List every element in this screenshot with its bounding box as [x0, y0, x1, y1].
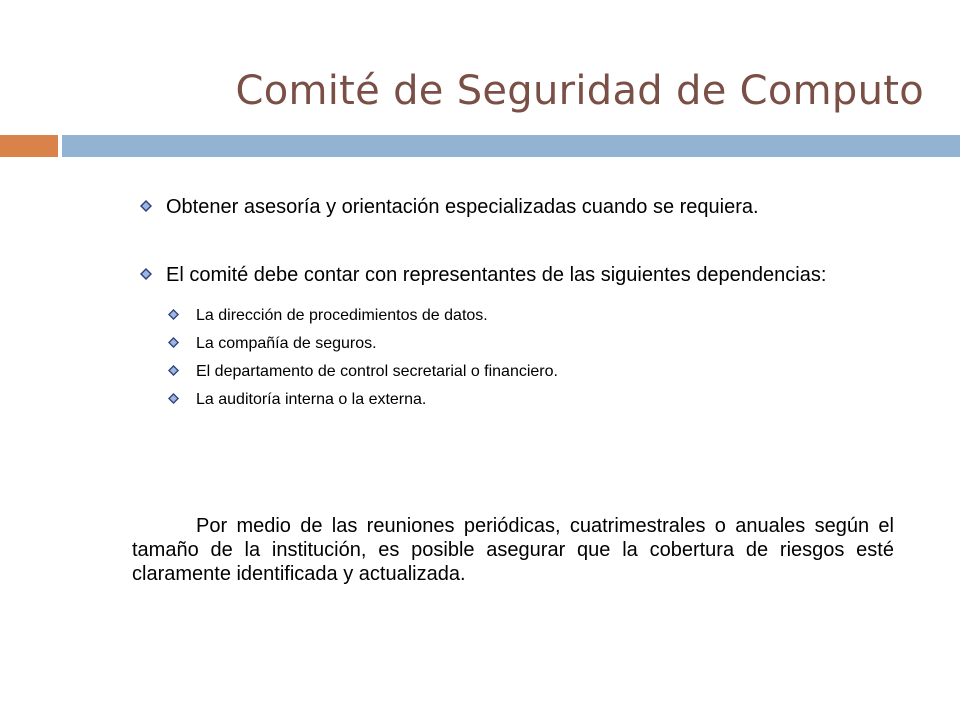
- sub-bullet-text: La dirección de procedimientos de datos.: [196, 307, 488, 324]
- sub-bullet-item: [168, 306, 894, 326]
- sub-bullet-item: [168, 362, 894, 382]
- sub-bullet-item: [168, 390, 894, 410]
- diamond-bullet-icon: [168, 393, 179, 404]
- bullet-text: Obtener asesoría y orientación especializadas cuando se requiera.: [166, 196, 759, 218]
- closing-paragraph: Por medio de las reuniones periódicas, cuatrimestrales o anuales según el tamaño de la institución, es posible asegurar que la cobertura de riesgos esté claramente identificada y actualizada.: [132, 515, 894, 585]
- slide-content: [140, 196, 894, 418]
- sub-bullet-text: La compañía de seguros.: [196, 335, 377, 352]
- title-underline-bar: [62, 135, 960, 157]
- sub-bullet-text: La auditoría interna o la externa.: [196, 391, 427, 408]
- diamond-bullet-icon: [140, 268, 152, 280]
- diamond-bullet-icon: [140, 200, 152, 212]
- title-accent-bar: [0, 135, 58, 157]
- sub-bullet-item: [168, 334, 894, 354]
- sub-bullet-text: El departamento de control secretarial o financiero.: [196, 363, 558, 380]
- diamond-bullet-icon: [168, 309, 179, 320]
- dependencies-list: [168, 306, 894, 410]
- diamond-bullet-icon: [168, 337, 179, 348]
- diamond-bullet-icon: [168, 365, 179, 376]
- slide-title: Comité de Seguridad de Computo: [235, 68, 924, 114]
- bullet-item: [140, 264, 894, 286]
- bullet-item: [140, 196, 894, 218]
- bullet-text: El comité debe contar con representantes de las siguientes dependencias:: [166, 264, 827, 286]
